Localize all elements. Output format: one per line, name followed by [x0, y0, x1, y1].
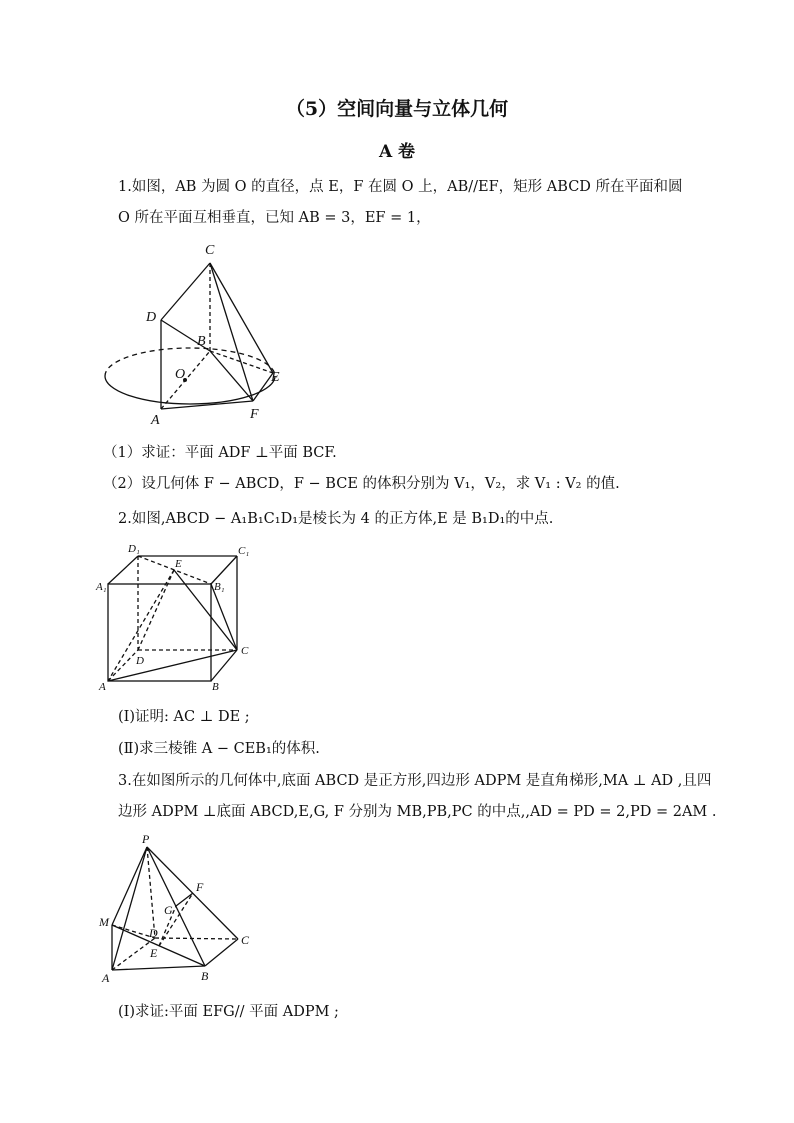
label-D: D — [136, 655, 144, 667]
document-title: （5）空间向量与立体几何 — [285, 98, 509, 120]
label-A: A — [102, 971, 110, 985]
label-D: D — [146, 310, 157, 325]
section-title: A 卷 — [378, 142, 416, 162]
problem1-text-line1: 1.如图，AB 为圆 O 的直径，点 E，F 在圆 O 上，AB//EF，矩形 ABCD 所在平面和圆 — [118, 179, 683, 195]
label-B: B — [212, 681, 219, 693]
problem1-part2: （2）设几何体 F − ABCD，F − BCE 的体积分别为 V₁，V₂，求 V₁ : V₂ 的值. — [103, 476, 620, 492]
label-B: B — [201, 969, 209, 983]
label-D: D — [149, 926, 158, 940]
label-B: B — [197, 334, 206, 349]
label-P: P — [142, 832, 150, 846]
label-F: F — [250, 407, 259, 422]
problem1-text-line2: O 所在平面互相垂直，已知 AB = 3，EF = 1， — [118, 210, 431, 226]
problem2-part1: (Ⅰ)证明: AC ⊥ DE ; — [118, 709, 250, 725]
problem3-figure — [95, 830, 265, 990]
label-F: F — [196, 880, 204, 894]
label-C: C — [205, 243, 215, 258]
label-A: A — [151, 413, 160, 428]
problem3-text-line2: 边形 ADPM ⊥底面 ABCD,E,G, F 分别为 MB,PB,PC 的中点,,AD = PD = 2,PD = 2AM . — [118, 804, 717, 820]
problem1-part1: （1）求证：平面 ADF ⊥平面 BCF. — [103, 445, 337, 461]
label-E: E — [175, 558, 182, 570]
label-E: E — [150, 946, 158, 960]
label-A: A — [99, 681, 106, 693]
label-O: O — [175, 367, 186, 382]
label-B1: B₁ — [214, 581, 225, 593]
label-G: G — [164, 903, 173, 917]
label-C1: C₁ — [238, 545, 250, 557]
label-C: C — [241, 933, 250, 947]
problem3-part1: (Ⅰ)求证:平面 EFG// 平面 ADPM ; — [118, 1004, 339, 1020]
problem2-text: 2.如图,ABCD − A₁B₁C₁D₁是棱长为 4 的正方体,E 是 B₁D₁的中点. — [118, 511, 554, 527]
problem1-figure — [95, 238, 305, 428]
label-A1: A₁ — [96, 581, 107, 593]
label-E: E — [271, 370, 280, 385]
label-C: C — [241, 645, 249, 657]
label-M: M — [99, 915, 109, 929]
problem2-figure — [95, 540, 265, 695]
label-D1: D₁ — [128, 543, 140, 555]
problem3-text-line1: 3.在如图所示的几何体中,底面 ABCD 是正方形,四边形 ADPM 是直角梯形,MA ⊥ AD ,且四 — [118, 773, 712, 789]
problem2-part2: (Ⅱ)求三棱锥 A − CEB₁的体积. — [118, 741, 320, 757]
